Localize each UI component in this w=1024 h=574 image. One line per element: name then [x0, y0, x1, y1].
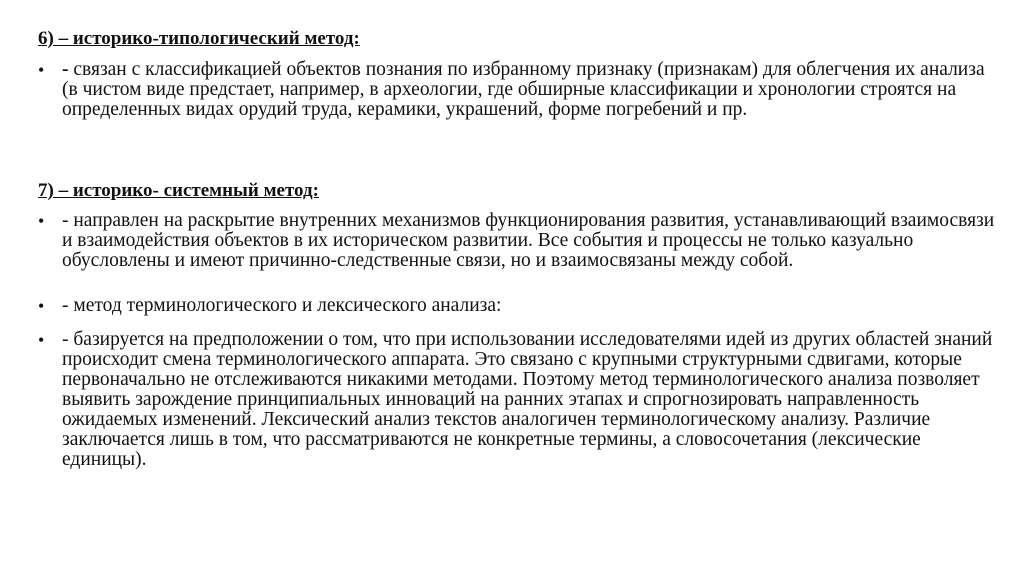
section-7-heading: 7) – историко- системный метод:	[38, 180, 319, 201]
item-lead-dash: -	[62, 59, 74, 80]
section-6-item-classification	[38, 60, 998, 120]
section-7-item-1-text: - направлен на раскрытие внутренних механизмов функционирования развития, устанавливающий взаимосвязи и взаимодействия объектов в их историческом развитии. Все события и процессы не только казуально обусловлены и имеют причинно-следственные связи, но и взаимосвязаны между собой.	[62, 210, 995, 271]
section-7-item-3-text: - базируется на предположении о том, что при использовании исследователями идей из других областей знаний происходит смена терминологического аппарата. Это связано с крупными структурными сдвигами, которые первоначально не отслеживаются никакими методами. Поэтому метод терминологического анализа позволяет выявить зарождение принципиальных инноваций на ранних этапах и спрогнозировать направленность ожидаемых изменений. Лексический анализ текстов аналогичен терминологическому анализу. Различие заключается лишь в том, что рассматриваются не конкретные термины, а словосочетания (лексические единицы).	[62, 329, 993, 470]
section-7-item-terminology-description	[38, 330, 998, 470]
section-7-item-systemic	[38, 211, 998, 271]
item-body: связан с классификацией объектов познания по избранному признаку (признакам) для облегчения их анализа (в чистом виде предстает, например, в археологии, где обширные классификации и хронологии строятся на определенных видах орудий труда, керамики, украшений, форме погребений и пр.	[62, 59, 985, 120]
section-7-item-2-text: - метод терминологического и лексического анализа:	[62, 295, 502, 316]
bullet-icon: •	[38, 296, 45, 316]
section-6-item-text	[62, 60, 998, 120]
section-7-item-terminology-method	[38, 296, 998, 316]
bullet-icon: •	[38, 60, 45, 80]
bullet-icon: •	[38, 330, 45, 350]
section-6-heading: 6) – историко-типологический метод:	[38, 28, 360, 49]
bullet-icon: •	[38, 211, 45, 231]
